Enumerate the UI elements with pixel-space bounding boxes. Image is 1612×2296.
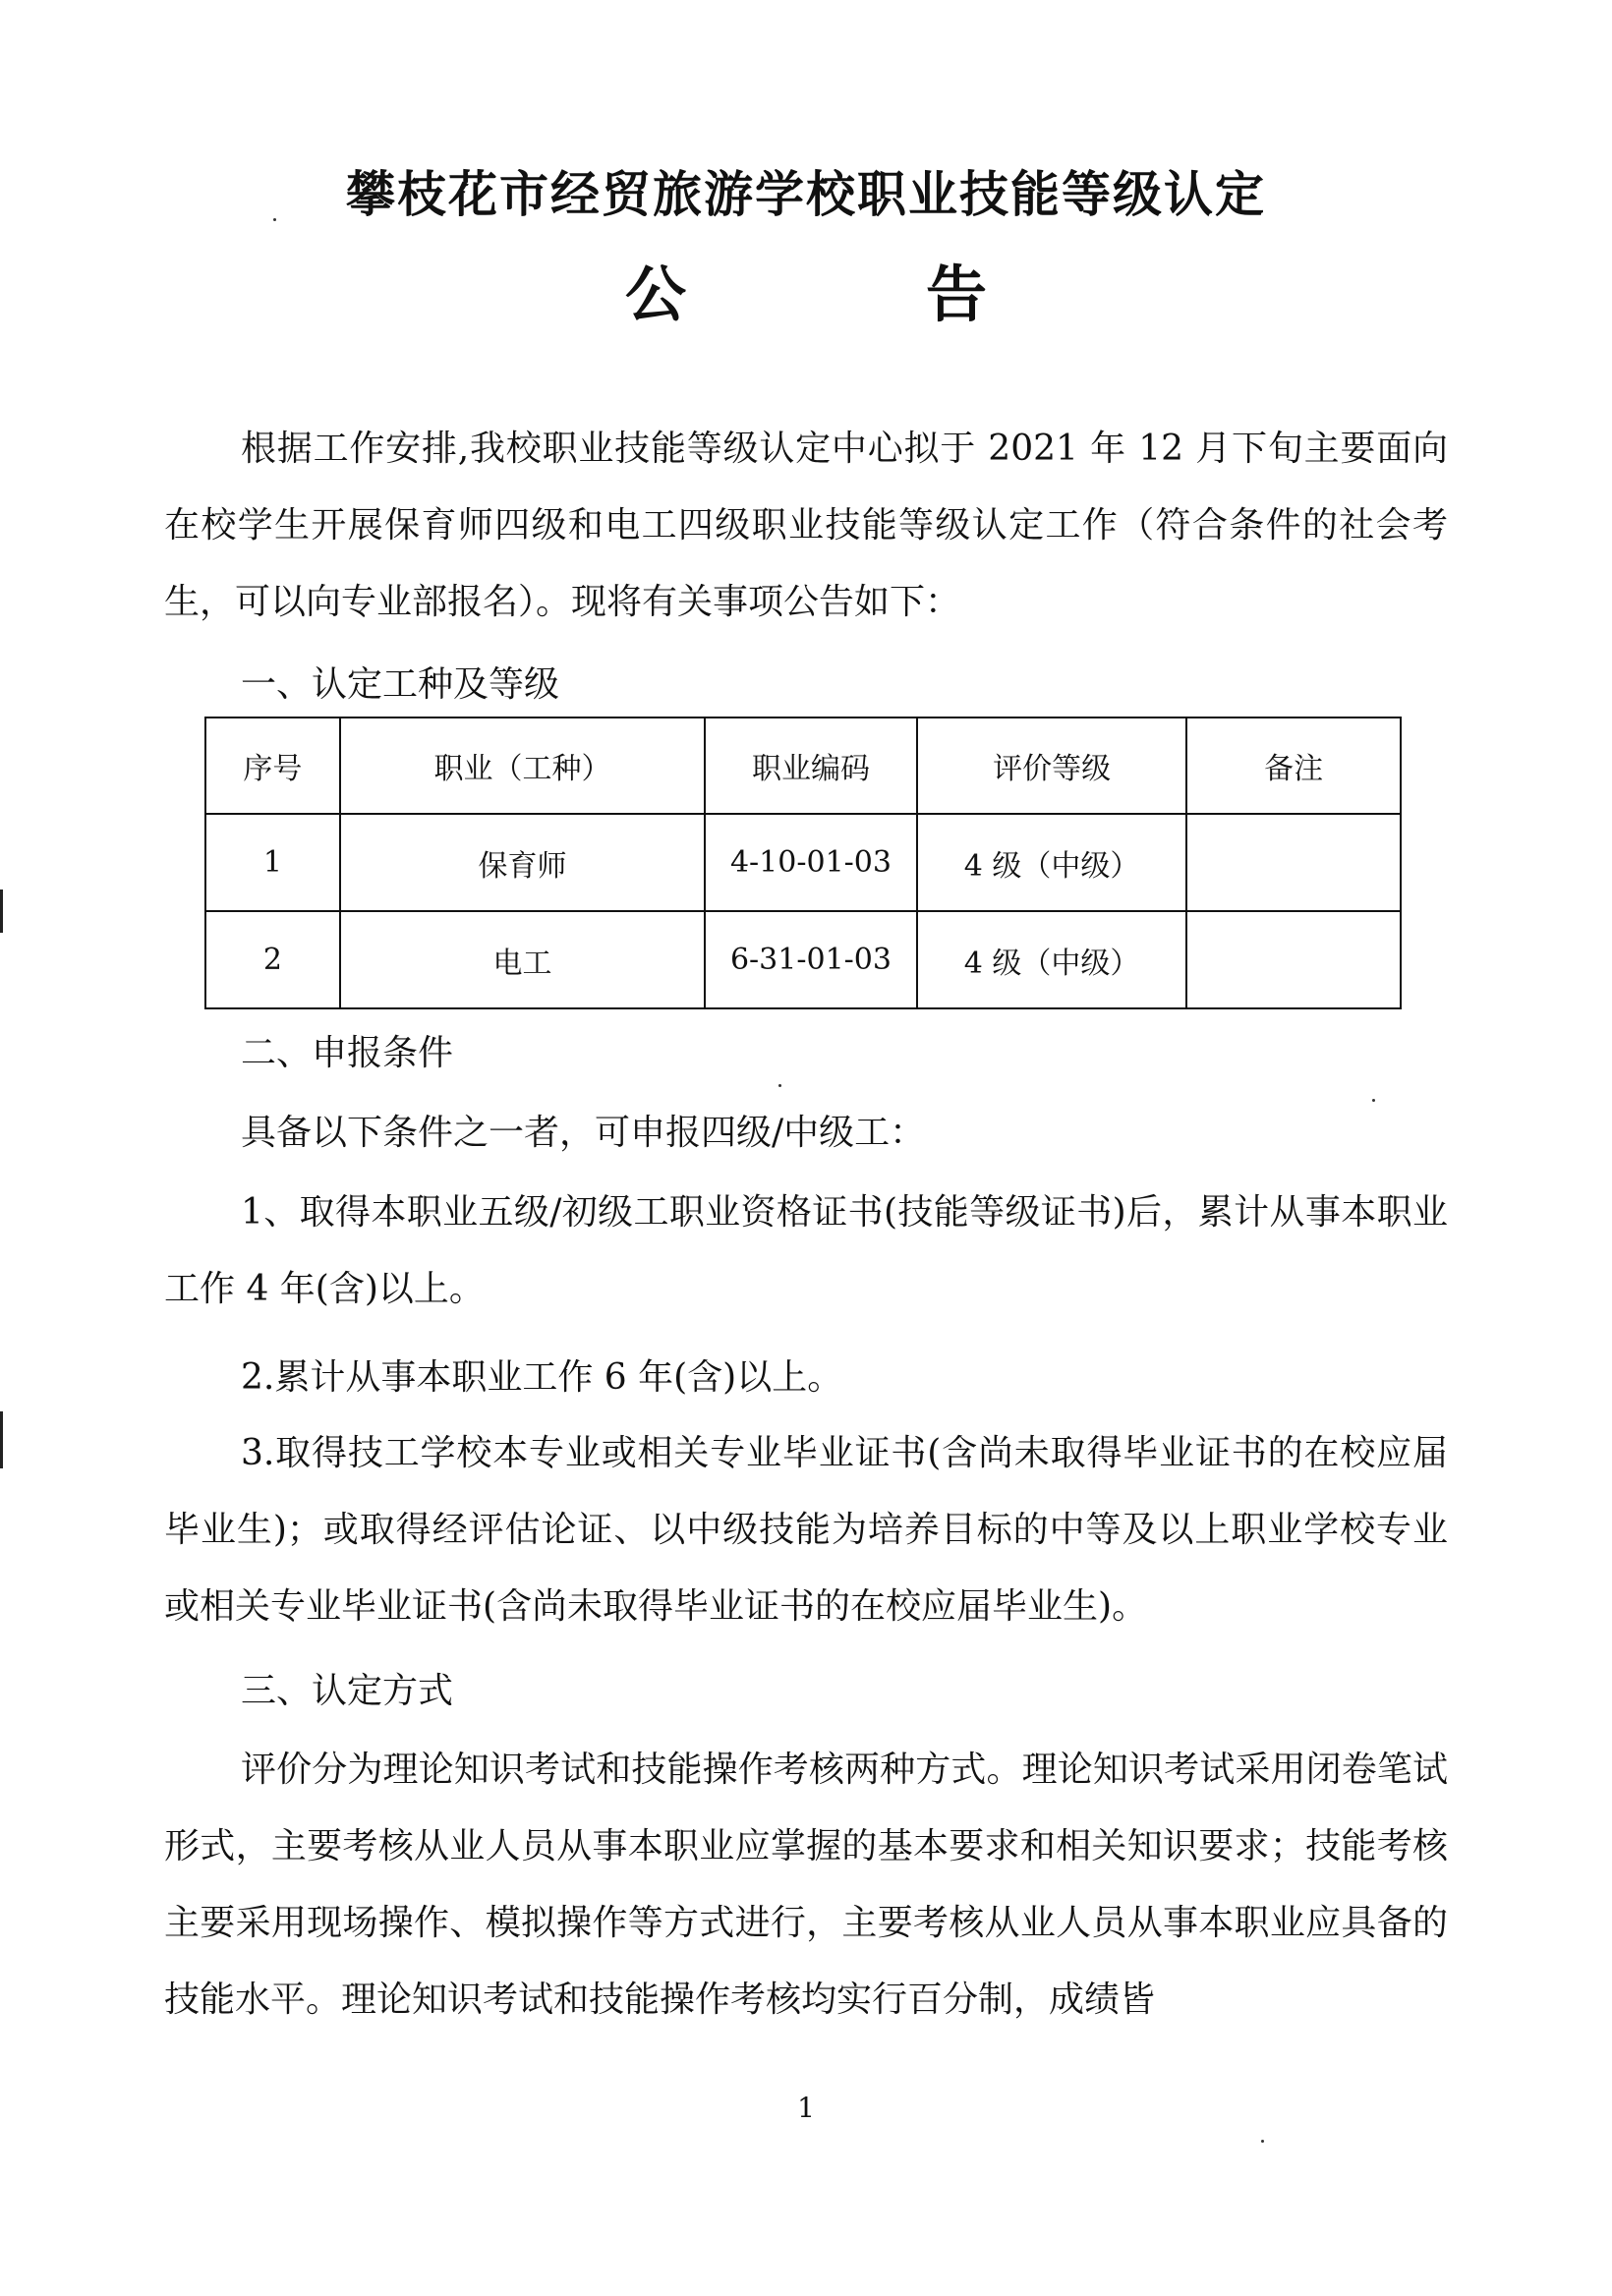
section-heading-2: 二、申报条件 <box>241 1033 454 1073</box>
condition-1: 1、取得本职业五级/初级工职业资格证书(技能等级证书)后，累计从事本职业工作 4 年(含)以上。 <box>164 1192 1448 1309</box>
table-row <box>205 814 1401 911</box>
table-cell: 2 <box>205 911 340 1008</box>
intro-paragraph: 根据工作安排,我校职业技能等级认定中心拟于 2021 年 12 月下旬主要面向在校学生开展保育师四级和电工四级职业技能等级认定工作（符合条件的社会考生，可以向专业部报名）。现将有关事项公告如下： <box>164 429 1448 622</box>
scan-speck <box>1261 2140 1264 2143</box>
table-cell: 电工 <box>340 911 705 1008</box>
table-header-cell: 职业（工种） <box>340 718 705 814</box>
section-heading-3: 三、认定方式 <box>241 1671 454 1711</box>
table-cell <box>1186 814 1401 911</box>
table-header-cell: 序号 <box>205 718 340 814</box>
scan-speck <box>273 218 276 221</box>
scan-edge-mark <box>0 890 3 933</box>
grade-table <box>204 717 1402 1009</box>
table-header-cell: 职业编码 <box>705 718 917 814</box>
table-cell: 4-10-01-03 <box>705 814 917 911</box>
table-cell: 4 级（中级） <box>917 911 1187 1008</box>
table-cell: 保育师 <box>340 814 705 911</box>
table-cell: 4 级（中级） <box>917 814 1187 911</box>
scan-speck <box>778 1084 781 1087</box>
table-cell: 1 <box>205 814 340 911</box>
table-header-cell: 评价等级 <box>917 718 1187 814</box>
condition-3: 3.取得技工学校本专业或相关专业毕业证书(含尚未取得毕业证书的在校应届毕业生)；或取得经评估论证、以中级技能为培养目标的中等及以上职业学校专业或相关专业毕业证书(含尚未取得毕业证书的在校应届毕业生)。 <box>164 1433 1448 1627</box>
table-cell: 6-31-01-03 <box>705 911 917 1008</box>
method-paragraph: 评价分为理论知识考试和技能操作考核两种方式。理论知识考试采用闭卷笔试形式，主要考核从业人员从事本职业应掌握的基本要求和相关知识要求；技能考核主要采用现场操作、模拟操作等方式进行，主要考核从业人员从事本职业应具备的技能水平。理论知识考试和技能操作考核均实行百分制，成绩皆 <box>164 1750 1448 2020</box>
condition-intro: 具备以下条件之一者，可申报四级/中级工： <box>241 1113 926 1153</box>
table-row <box>205 911 1401 1008</box>
scan-edge-mark <box>0 1411 3 1468</box>
document-title: 攀枝花市经贸旅游学校职业技能等级认定 <box>346 166 1266 223</box>
condition-2: 2.累计从事本职业工作 6 年(含)以上。 <box>241 1357 843 1398</box>
subtitle-char: 公 <box>624 258 686 330</box>
page-number: 1 <box>797 2092 815 2124</box>
table-header-row <box>205 718 1401 814</box>
table-cell <box>1186 911 1401 1008</box>
table-header-cell: 备注 <box>1186 718 1401 814</box>
scan-speck <box>1372 1099 1375 1102</box>
document-subtitle <box>0 246 1612 333</box>
section-heading-1: 一、认定工种及等级 <box>241 664 560 705</box>
subtitle-char: 告 <box>926 258 988 330</box>
